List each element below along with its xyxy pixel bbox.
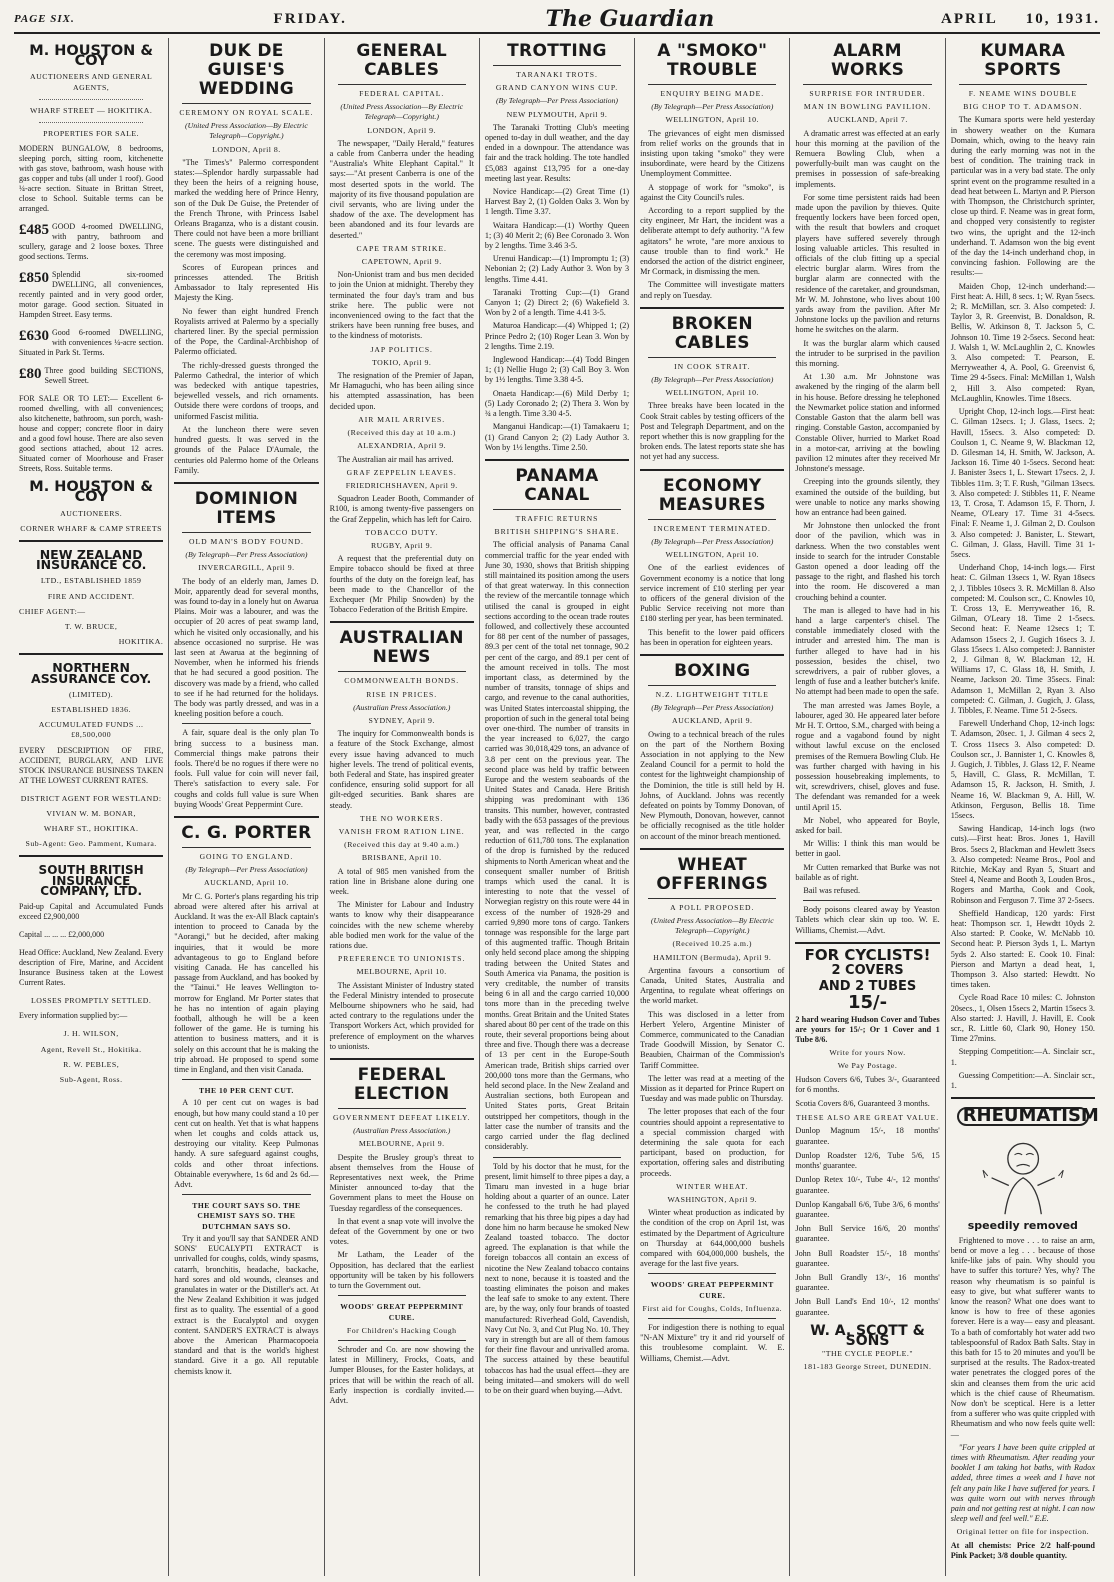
masthead-day-year: 10, 1931. xyxy=(1025,10,1100,27)
divider xyxy=(338,1108,466,1109)
column-5 xyxy=(635,38,790,1576)
advert-heading: WOODS' GREAT PEPPERMINT CURE. xyxy=(650,1280,774,1300)
paragraph: The newspaper, "Daily Herald," features a cable from Canberra under the heading "Australia's White Elephant Capital." It says:—"At present Canberra is one of the most deserted spots in the world. The majority of its five thousand population are civil servants, who are living under the shadow of the axe. The development has been abandoned and its four levards are deserted." xyxy=(329,138,474,240)
subheading: OLD MAN'S BODY FOUND. xyxy=(188,536,304,546)
dateline: WELLINGTON, April 10. xyxy=(665,550,760,560)
price: £485 xyxy=(19,222,49,239)
dateline: TOKIO, April 9. xyxy=(372,357,432,367)
divider xyxy=(648,1318,776,1319)
subheading: THESE ALSO ARE GREAT VALUE. xyxy=(795,1113,940,1123)
divider xyxy=(338,1295,466,1296)
masthead-date xyxy=(913,11,1100,28)
divider xyxy=(182,847,310,848)
race-result: Waitara Handicap:—(1) Worthy Queen 1; (3) 40 Merit 2; (6) Bee Coronado 3. Won by 2 lengths. Time 3.46 3-5. xyxy=(484,220,630,251)
headline-federal-election: FEDERAL ELECTION xyxy=(353,1065,450,1105)
south-british-info: Every information supplied by:— xyxy=(19,1011,128,1021)
subheading: F. NEAME WINS DOUBLE xyxy=(968,89,1077,98)
dateline: BRISBANE, April 10. xyxy=(361,853,442,863)
advert-sub: For Children's Hacking Cough xyxy=(346,1325,457,1335)
column-7 xyxy=(946,38,1100,1576)
subheading: VANISH FROM RATION LINE. xyxy=(338,826,465,836)
race-result: Novice Handicap:—(2) Great Time (1) Harvest Bay 2, (1) Golden Oaks 3. Won by 1 length. Time 3.37. xyxy=(484,187,630,217)
paragraph: The Committee will investigate matters and reply on Tuesday. xyxy=(640,280,785,300)
race-result: Taranaki Trotting Cup:—(1) Grand Canyon 1; (2) Direct 2; (6) Wakefield 3. Won by 2 of a length. Time 4.41 3-5. xyxy=(484,287,630,318)
dateline: FRIEDRICHSHAVEN, April 9. xyxy=(345,480,458,490)
ad-text: GOOD 4-roomed DWELLING, with pantry, bathroom and scullery, garage and 2 loose boxes. Three good sections. Terms. xyxy=(19,222,164,262)
subheading: FEDERAL CAPITAL. xyxy=(359,89,445,98)
column-2 xyxy=(169,38,324,1576)
houston-title-2: M. HOUSTON & COY xyxy=(29,479,153,506)
masthead xyxy=(14,6,1100,34)
properties-heading: PROPERTIES FOR SALE. xyxy=(43,129,140,139)
paragraph: Mr Johnstone then unlocked the front door of the pavilion, which was in darkness. When the two constables went inside to search for the intruder Constable Gaston opened a door leading off the passage to the right, and flashed his torch into the room. He discovered a man crouching behind a counter. xyxy=(795,521,940,602)
subheading: A POLL PROPOSED. xyxy=(670,902,755,912)
ad-dwelling-630 xyxy=(19,328,163,358)
price-item: John Bull Service 16/6, 20 months' guarantee. xyxy=(795,1224,940,1244)
divider xyxy=(640,654,784,656)
dateline: AUCKLAND, April 9. xyxy=(672,716,753,726)
headline-panama-canal: PANAMA CANAL xyxy=(515,465,599,505)
subheading: INCREMENT TERMINATED. xyxy=(653,523,771,533)
paragraph: The man arrested was James Boyle, a labourer, aged 30. He appeared later before Mr H. T. Orttoo, S.M., charged with being a rogue and a vagabond found by night without lawful excuse on the enclosed premises of the Remuera Bowling Club. He was further charged with having in his possession housebreaking implements, to wit, screwdrivers, chisel, gloves and fuse. The defendant was remanded for a week until April 15. xyxy=(795,700,940,812)
price-item: John Bull Land's End 10/-, 12 months' guarantee. xyxy=(795,1297,940,1317)
price-item: Hudson Covers 6/6, Tubes 3/-, Guaranteed for 6 months. xyxy=(795,1074,940,1094)
subheading: TOBACCO DUTY. xyxy=(365,527,439,537)
divider xyxy=(648,357,776,358)
column-1-adverts xyxy=(14,38,169,1576)
dateline: CAPETOWN, April 9. xyxy=(361,257,442,267)
subheading: CEREMONY ON ROYAL SCALE. xyxy=(179,108,314,117)
byline: (By Telegraph—Per Press Association) xyxy=(651,375,774,385)
received-note: (Received this day at 9.40 a.m.) xyxy=(344,840,460,850)
race-result: Onaeta Handicap:—(6) Mild Derby 1; (5) Lady Coronado 2; (2) Thera 3. Won by ¾ a length. Time 3.30 4-5. xyxy=(484,388,630,419)
northern-established: ESTABLISHED 1836. xyxy=(51,705,132,715)
divider xyxy=(174,816,318,818)
rheumatism-testimonial: "For years I have been quite crippled at times with Rheumatism. After reading your booklet I am taking hot baths, with Radox added, three times a week and I have not felt any pain like I have suffered for years. I was quite worn out with nerves through pain and not getting rest at night. I can now sleep well and feel well." E.E. xyxy=(950,1442,1095,1524)
paragraph: Winter wheat production as indicated by the condition of the crop on April 1st, was estimated by the Department of Agriculture on Thursday at 644,000,000 bushels compared with 604,000,000 bushels, the average for the last five years. xyxy=(640,1208,785,1269)
paragraph: Argentina favours a consortium of Canada, United States, Australia and Argentina, to regulate wheat offerings on the world market. xyxy=(640,965,785,1006)
price-item: Dunlop Kangaball 6/6, Tube 3/6, 6 months' guarantee. xyxy=(795,1199,940,1219)
dateline: HAMILTON (Bermuda), April 9. xyxy=(653,952,772,962)
ad-bungalow: MODERN BUNGALOW, 8 bedrooms, sleeping porch, sitting room, kitchenette with gas stove, bathroom, wash house with gas copper and tubs (all under 1 roof). Good ¼-acre section. Situate in Brittan Street, close to School. Suitable terms can be arranged. xyxy=(19,144,164,214)
headline-cg-porter: C. G. PORTER xyxy=(181,822,312,843)
subheading: THE NO WORKERS. xyxy=(359,813,444,823)
scott-sons-title: W. A. SCOTT & SONS xyxy=(810,1322,925,1349)
advert-sub: First aid for Coughs, Colds, Influenza. xyxy=(642,1303,782,1313)
results: Upright Chop, 12-inch logs.—First heat: C. Gilman 12secs. 1; J. Glass, 1secs. 2; Havill, 15secs. 3. Also competed: D. Coulson 1, C. Neame 9, W. Blackman 12, D. Gilesman 14, H. Smith, W. Jackson, A. Jackson 16. Time 40 1-5secs. Second heat: J. Banister 3secs 1, L. Stewart 17secs. 2, J. Tibbles 11m. 3; T. F. Rush, "Gilman 13secs. 3. Also competed: J. Stibbles 11, F. Neame 13, T. Crosa, T. Adamson 15, F. Thorn, J. Neame, O'Leary 17. Time 31 4-5secs. Final: F. Neame 1, J. Gilman 2, D. Coulson 3. Also competed: J. Banister, L. Stewart, C. Gilman, J. Glass, Havill. Time 31 1-5secs. xyxy=(950,407,1095,559)
divider xyxy=(803,84,931,85)
subheading: BIG CHOP TO T. ADAMSON. xyxy=(963,102,1083,112)
paragraph: For some time persistent raids had been made upon the pavilion by thieves. Quite frequently lockers have been forced open, with the result that bowlers and croquet players have suffered severely through losing valuable articles. This resulted in officials of the club fitting up a special electric burglar alarm. Wires from the burglar alarm are connected with the residence of the caretaker, and groundsman, Mr W. M. Johnstone, who lives about 100 yards away from the pavilion. After Mr Johnstone locks up the pavilion and returns home he switches on the alarm. xyxy=(795,192,940,335)
paragraph: Creeping into the grounds silently, they examined the outside of the building, but were unable to notice any marks showing how an entrance had been gained. xyxy=(795,477,940,517)
paragraph: A request that the preferential duty on Empire tobacco should be fixed at three fourths of the duty on the foreign leaf, has been made to the Chancellor of the Exchequer (Mr Philip Snowden) by the Tobacco Federation of the British Empire. xyxy=(329,554,474,615)
divider xyxy=(182,723,310,724)
price-item: Dunlop Magnum 15/-, 18 months' guarantee. xyxy=(795,1126,940,1146)
cyclists-advert xyxy=(795,945,939,1014)
advert-text: Body poisons cleared away by Yeaston Tablets which clear skin up too. W. E. Williams, Chemist.—Advt. xyxy=(795,905,940,935)
subheading: GRAF ZEPPELIN LEAVES. xyxy=(346,467,457,477)
advert-text: Try it and you'll say that SANDER AND SONS' EUCALYPTI EXTRACT is unrivalled for coughs, colds, windy spasms, catarrh, bronchitis, headache, backache, hard sores and old wounds, cleanses and granulates in water or the Distiller's act. At the New Zealand Exhibition it was judged first as to quality. The essential of a good extract is the Eucalyptol and oxygen content. SANDER'S EXTRACT is always above the American Pharmacopoeia standard and that is the world's highest standard. Give it a go. All reputable chemists know it. xyxy=(174,1233,319,1376)
paragraph: Mr Nobel, who appeared for Boyle, asked for bail. xyxy=(795,815,940,836)
advert-heading: THE COURT SAYS SO. THE CHEMIST SAYS SO. THE DUTCHMAN SAYS SO. xyxy=(192,1201,301,1231)
divider xyxy=(338,1340,466,1341)
paragraph: No fewer than eight hundred French Royalists arrived at Palermo by a specially chartered liner. By the special permission of the Pope, the Cardinal-Archbishop of Palermo officiated. xyxy=(174,306,319,357)
advert-heading: THE 10 PER CENT CUT. xyxy=(199,1086,294,1096)
south-british-capital: Capital ... ... ... £2,000,000 xyxy=(19,930,105,940)
houston-sub: AUCTIONEERS. xyxy=(60,508,123,518)
nz-insurance-established: LTD., ESTABLISHED 1859 xyxy=(40,576,142,586)
nz-insurance-title: NEW ZEALAND INSURANCE CO. xyxy=(35,547,147,573)
paragraph: The Kumara sports were held yesterday in showery weather on the Kumara Domain, which, owing to the heavy rain during the early morning was not in the best of condition. The training track in particular was in a very bad state. The only sprint event on the programme resulted in a dead heat between L. Martyn and P. Pierson with Thompson, the Christchurch sprinter, close up third. F. Neame was in great form, and chopped very consistently to register two wins, the upright and the 12-inch underhand. T. Adamson won the big event of the day the 14-inch underhand chop, in convincing fashion. Following are the results:— xyxy=(950,115,1095,278)
price-item: Dunlop Retex 10/-, Tube 4/-, 12 months' guarantee. xyxy=(795,1175,940,1195)
nz-insurance-town: HOKITIKA. xyxy=(118,637,164,647)
paragraph: "The Times's" Palermo correspondent states:—Splendor hardly surpassable had they been the heirs of a reigning house, marked the wedding here of Prince Henry, son of the Duk De Guise, the Pretender of the French Throne, with Princess Isabel Orleans Braganza, who is a distant cousin. There could not have been a more brilliant scene. The guests were distinguished and the ceremony was most imposing. xyxy=(174,157,319,259)
subheading: RISE IN PRICES. xyxy=(366,689,438,699)
subheading: TRAFFIC RETURNS xyxy=(515,513,599,523)
rheumatism-price: At all chemists: Price 2/2 half-pound Pink Packet; 3/8 double quantity. xyxy=(950,1540,1095,1560)
price: £80 xyxy=(19,366,42,383)
south-british-subagent: R. W. PEBLES, xyxy=(63,1059,120,1069)
ad-text: Good 6-roomed DWELLING, with conveniences ¼-acre section. Situated in Park St. Terms. xyxy=(19,328,164,358)
divider xyxy=(640,307,784,309)
dateline: LONDON, April 9. xyxy=(367,125,437,135)
divider xyxy=(493,65,621,66)
paragraph: A total of 985 men vanished from the ration line in Brisbane alone during one week. xyxy=(329,866,474,896)
race-result: Maturoa Handicap:—(4) Whipped 1; (2) Prince Pedro 2; (10) Roger Lean 3. Won by 2 lengths. Time 2.19. xyxy=(484,321,630,351)
dateline: LONDON, April 8. xyxy=(212,144,281,154)
subheading: CAPE TRAM STRIKE. xyxy=(356,243,447,253)
ad-dwelling-850 xyxy=(19,270,163,320)
results: Cycle Road Race 10 miles: C. Johnston 20secs., 1, Olsen 15secs 2, Martin 15secs 3. Also started: J. Havill, J. Havill, E. Cook scr., R. Little 60, Clark 90, Honey 150. Time 27mins. xyxy=(950,993,1095,1044)
cyclists-tubes: AND 2 TUBES xyxy=(818,979,917,995)
paragraph: The Minister for Labour and Industry wants to know why their disappearance coincides with the new scheme whereby able bodied men work for the value of the rations due. xyxy=(329,900,474,951)
paragraph: According to a report supplied by the city engineer, Mr Hart, the incident was a deliberate attempt to defy authority. "A few agitators" he wrote, "are more anxious to cause trouble than to find work." He endorsed the action of the district engineer, Mr Cormack, in dismissing the men. xyxy=(640,206,785,277)
divider xyxy=(493,1157,621,1158)
divider xyxy=(959,84,1087,85)
subheading: WINTER WHEAT. xyxy=(676,1181,749,1191)
paragraph: Squadron Leader Booth, Commander of R100, is among twenty-five passengers on the Graf Zeppelin, which has left for Cairo. xyxy=(329,494,474,524)
paragraph: The letter proposes that each of the four countries should appoint a representative to a special commission charged with determining the sale quota for each participant, based on production, for exportation, offering sales and distributing proceeds. xyxy=(640,1107,785,1178)
northern-address: WHARF ST., HOKITIKA. xyxy=(43,824,139,834)
headline-australian-news: AUSTRALIAN NEWS xyxy=(339,628,464,668)
paragraph: The Australian air mail has arrived. xyxy=(337,454,454,464)
cyclists-price: 15/- xyxy=(848,992,888,1014)
scott-sons-address: 181-183 George Street, DUNEDIN. xyxy=(803,1362,932,1372)
ad-text: Splendid six-roomed DWELLING, all conveniences, recently painted and in very good order, motor garage. Good section. Situated in Hampden Street. Easy terms. xyxy=(19,270,164,320)
headline-duk-de-guise: DUK DE GUISE'S WEDDING xyxy=(198,41,295,99)
subheading: TARANAKI TROTS. xyxy=(516,70,598,79)
divider xyxy=(648,84,776,85)
paragraph: A dramatic arrest was effected at an early hour this morning at the pavilion of the Remuera Bowling Club, when a powerfully-built man was caught on the premises in possession of safe-breaking implements. xyxy=(795,128,940,189)
divider xyxy=(39,122,143,123)
results: Underhand Chop, 14-inch logs.— First heat: C. Gilman 13secs 1, W. Ryan 18secs 2, J. Tibbles 10secs 3. R. McMillan 8. Also competed: M. Coulson scr., C. Knowles 10, T. Cross 13, E. Merryweather 16, R. Gilman, O'Leary 18. Time 2 1-5secs. Second heat: F. Neame 12secs 1; T. Adamson 15secs 2, J. Gugich 16secs 3. J. Glass 15secs 1. Also competed: J. Bannister 2, J. Gilman 8, W. Blackman 12, H. Williams 17, C. Glass 18, H. Smith, J. Neame, Jackson 20. Time 35secs. Final: Adamson 1, McMillan 2, Ryan 3. Also competed: C. Gilman, J. Gugich, J. Glass, J. Tibbles, F. Neame. Time 51 2-5secs. xyxy=(950,563,1095,715)
byline: (Australian Press Association.) xyxy=(353,1126,451,1136)
headline-broken-cables: BROKEN CABLES xyxy=(671,313,753,353)
paragraph: The man is alleged to have had in his hand a large carpenter's chisel. The constable immediately closed with the intruder and arrested him. The man is further alleged to have had in his possession, besides the chisel, two screwdrivers, a pair of rubber gloves, a length of fuse and a leather butcher's knife. No attempt had been made to open the safe. xyxy=(795,605,940,697)
paragraph: Three breaks have been located in the Cook Strait cables by testing officers of the Post and Telegraph Department, and on the report whether this is now grappling for the broken ends. The latest reports state she has not yet had any success. xyxy=(640,401,785,462)
dateline: INVERCARGILL, April 9. xyxy=(198,563,295,573)
paragraph: Despite the Brusley group's threat to absent themselves from the House of Representatives next week, the Prime Minister announced to-day that the Government plans to meet the House on Tuesday regardless of the consequences. xyxy=(329,1152,474,1213)
northern-subagent: Sub-Agent: Geo. Pamment, Kumara. xyxy=(25,839,157,849)
dateline: WELLINGTON, April 10. xyxy=(665,115,760,125)
divider xyxy=(330,1058,474,1060)
headline-boxing: BOXING xyxy=(674,660,751,681)
cyclists-postage: We Pay Postage. xyxy=(837,1061,898,1071)
paragraph: Owing to a technical breach of the rules on the part of the Northern Boxing Association in not applying to the New Zealand Council for a permit to hold the contest for the lightweight championship of the Dominion, the title is still held by H. Johns, of Auckland. Johns was recently defeated on points by Tommy Donovan, of New Plymouth, Donovan, however, cannot be officially recognised as the title holder on account of the minor breach mentioned. xyxy=(640,729,785,841)
masthead-month: APRIL xyxy=(941,10,998,27)
paragraph: The resignation of the Premier of Japan, Mr Hamaguchi, who has been ailing since his attempted assassination, has been decided upon. xyxy=(329,371,474,411)
rheumatism-subtitle: speedily removed xyxy=(967,1218,1078,1232)
subheading: PREFERENCE TO UNIONISTS. xyxy=(338,954,466,964)
price-item: John Bull Roadster 15/-, 18 months' guarantee. xyxy=(795,1248,940,1268)
paragraph: The richly-dressed guests thronged the Palermo Cathedral, the interior of which was bedecked with antique tapestries, bejewelled vessels, and rich ornaments. Outside there were cordons of troops, and uniformed Fascist militia. xyxy=(174,360,319,421)
results: Guessing Competition:—A. Sinclair scr., 1. xyxy=(950,1070,1095,1091)
divider xyxy=(648,519,776,520)
cyclists-write: Write for yours Now. xyxy=(829,1048,906,1058)
price-item: Dunlop Roadster 12/6, Tube 5/6, 15 months' guarantee. xyxy=(795,1150,940,1171)
divider xyxy=(803,900,931,901)
advert-verse: A fair, square deal is the only plan To bring success to a business man. Commercial things make patrons their fools. There'd be no rogues if there were no fools. Full value for coin will never fail, There's satisfaction to every sale. For coughs and colds full value is sure When buying Woods' Great Peppermint Cure. xyxy=(174,728,319,809)
byline: (By Telegraph—Per Press Association) xyxy=(185,865,308,875)
paragraph: The body of an elderly man, James D. Moir, apparently dead for several months, was found to-day in a lonely hut on Awarua Plains. Moir was a labourer, and was the occupier of 20 acres of peat swamp land, which he visited only occasionally, and his absence occasioned no surprise. He was last seen at Awarua at the beginning of November, when he informed his friends that he had secured a good position. The discovery was made by a friend, who called to see if he had returned for the holidays. The body was partly dressed, and was in a kneeling position before a couch. xyxy=(174,576,319,719)
headline-dominion-items: DOMINION ITEMS xyxy=(194,488,299,528)
newspaper-title: The Guardian xyxy=(545,6,715,32)
nz-insurance-agent-label: CHIEF AGENT:— xyxy=(19,606,86,616)
headline-alarm-works: ALARM WORKS xyxy=(830,41,905,80)
byline: (Australian Press Association.) xyxy=(353,702,451,712)
subheading: GRAND CANYON WINS CUP. xyxy=(495,83,619,93)
nz-insurance-agent: T. W. BRUCE, xyxy=(64,622,118,632)
paragraph: Non-Unionist tram and bus men decided to join the Union at midnight. Thereby they terminated the four day's tram and bus strike here. The public were not inconvenienced owing to the fact that the strikers have been running free buses, and to the kindness of motorists. xyxy=(329,270,474,341)
page-number: PAGE SIX. xyxy=(14,13,75,25)
headline-general-cables: GENERAL CABLES xyxy=(356,41,447,80)
dateline: RUGBY, April 9. xyxy=(370,540,433,550)
northern-funds: ACCUMULATED FUNDS ... £8,500,000 xyxy=(38,720,144,740)
rheumatism-note: Original letter on file for inspection. xyxy=(956,1527,1090,1537)
column-3 xyxy=(325,38,480,1576)
dateline: SYDNEY, April 9. xyxy=(368,715,435,725)
headline-economy-measures: ECONOMY MEASURES xyxy=(658,475,766,515)
byline: (United Press Association—By Electric Telegraph—Copyright.) xyxy=(650,915,774,936)
cyclists-heading: FOR CYCLISTS! xyxy=(804,945,931,964)
advert-heading: WOODS' GREAT PEPPERMINT CURE. xyxy=(340,1302,464,1322)
paragraph: Mr Willis: I think this man would be better in gaol. xyxy=(795,839,940,859)
paragraph: A stoppage of work for "smoko", is against the City Council's rules. xyxy=(640,182,785,202)
divider xyxy=(485,459,629,461)
divider xyxy=(19,540,163,542)
houston-address: CORNER WHARF & CAMP STREETS xyxy=(20,523,163,533)
byline: (By Telegraph—Per Press Association) xyxy=(185,550,308,560)
race-result: Manganui Handicap:—(1) Tamakaeru 1; (1) Grand Canyon 2; (2) Lady Author 3. Won by 1½ lengths. Time 2.50. xyxy=(484,422,630,452)
subheading: COMMONWEALTH BONDS. xyxy=(344,676,460,686)
divider xyxy=(182,103,310,104)
dateline: ALEXANDRIA, April 9. xyxy=(357,441,447,451)
results: Sawing Handicap, 14-inch logs (two cuts).—First heat: Bros. Jones 1, Havill Bros. 5secs 2, Blackman and Hewlett 3secs 3. Also competed: Neame Bros., Pool and Ritchie, McKay and Ryan 5, Stuart and Steel 4, Neame and Booth 3, Louden Bros., Rogers and Martha, Cook and Cook, Robinson and Ferguson 7. Time 37 2-5secs. xyxy=(950,824,1095,905)
advert-text: Told by his doctor that he must, for the present, limit himself to three pipes a day, a Timaru man invested in a huge briar holding about a quarter of an ounce. Later he confessed to the truth he had played remarking that his three big pipes a day had done him no harm because he smoked New Zealand toasted tobacco. The doctor agreed. The explanation is that while the foreign tobaccos all contain an excess of nicotine the New Zealand tobacco contains next to none, because it is toasted and the toasting eliminates the poison and makes the leaf safe to smoke to any extent. There are, by the way, only four brands of toasted manufactured: Riverhead Gold, Cavendish, Navy Cut No. 3, and Cut Plug No. 10. They vary in strength but are all of them famous for their fine flavour and unrivalled aroma. The success attained by these beautiful tobaccos has had the usual effect—they are being imitated—and smokers will do well to be on their guard when buying.—Advt. xyxy=(484,1161,630,1395)
ad-dwelling-485 xyxy=(19,222,163,262)
byline: (By Telegraph—Per Press Association) xyxy=(651,703,774,713)
paragraph: Mr Cutten remarked that Burke was not bailable as of right. xyxy=(795,862,940,882)
byline: (By Telegraph—Per Press Association) xyxy=(495,96,619,106)
divider xyxy=(39,99,143,100)
subheading: N.Z. LIGHTWEIGHT TITLE xyxy=(655,689,769,699)
headline-smoko-trouble: A "SMOKO" TROUBLE xyxy=(657,41,768,80)
paragraph: The inquiry for Commonwealth bonds is a feature of the Stock Exchange, almost every issue having advanced to much higher levels. The trend of political events, both Federal and State, has inspired greater confidence, ensuring solid support for all gilt-edged securities. Bank shares are steady. xyxy=(329,729,474,810)
subheading: JAP POLITICS. xyxy=(370,344,433,354)
ad-for-sale-to-let: FOR SALE OR TO LET:— Excellent 6-roomed dwelling, with all conveniences; also kitchenette, bathroom, sun porch, wash-house and copper; concrete floor in dairy and a good fowl house. There are also seven good sections attached, about 12 acres. Situated corner of Moorhouse and Fraser Streets, Ross. Suitable terms. xyxy=(19,394,164,474)
page-columns xyxy=(14,38,1100,1576)
scott-sons-tagline: "THE CYCLE PEOPLE." xyxy=(822,1349,914,1359)
subheading: MAN IN BOWLING PAVILION. xyxy=(803,102,932,112)
byline: (United Press Association—By Electric Telegraph—Copyright.) xyxy=(340,102,464,122)
rheumatism-text: Frightened to move . . . to raise an arm, bend or move a leg . . . because of those knife-like jabs of pain. Why should you have to suffer this torture? Yes, why? The reason why rheumatism is so painful is easy to give, but what sufferer wants to know the reason? What one does want to know is how to free of these agonies forever. Here is a way— easy and pleasant. To a bath of comfortably hot water add two tablespoonsful of Radox Bath Salts. Stay in this bath for 15 to 20 minutes and you'll be surprised at the results. The Radox-treated water penetrates the clogged pores of the skin and cleanses them from the uric acid which is the chief cause of Rheumatism. Now don't be sceptical. Here is a letter from a sufferer who was quite crippled with Rheumatism and who now feels quite well:— xyxy=(950,1235,1095,1439)
race-result: Inglewood Handicap:—(4) Todd Bingen 1; (1) Nellie Hugo 2; (3) Call Boy 3. Won by 1½ lengths. Time 3.38 4-5. xyxy=(484,355,630,385)
divider xyxy=(795,942,939,944)
subheading: SURPRISE FOR INTRUDER. xyxy=(809,89,926,98)
nz-insurance-line: FIRE AND ACCIDENT. xyxy=(47,591,135,601)
paragraph: At 1.30 a.m. Mr Johnstone was awakened by the ringing of the alarm bell in his house. Before dressing he telephoned the Newmarket police station and informed Constable Gaston that the alarm bell was ringing. Constable Gaston, accompanied by Constable Oliver, hurried to Market Road in a motor-car, arriving at the bowling pavilion 12 minutes after they received Mr Johnstone's message. xyxy=(795,372,940,474)
divider xyxy=(182,532,310,533)
paragraph: The official analysis of Panama Canal commercial traffic for the year ended with June 30, 1930, shows that British shipping still maintained its position among the users of that great waterway. In this connection the review of the mercantile tonnage which utilised the canal is grouped in eight sections according to the ocean trade routes followed, and collectively these accounted for 88 per cent of the number of passages, 89.3 per cent of the total net tonnage, 90.2 per cent of the cargo, and 89.1 per cent of the amount received in tolls. The most important class, as determined by the number of transits, tonnage of ships and cargo, and revenue to the canal authorities, was United States intercoastal shipping, the proportion of such in the general total being over one-third. The number of transits in the year increased to 6,027, the cargo carried was 30,018,429 tons, an advance of 3.8 per cent on the previous year. The second place was held by traffic between Europe and the western seaboards of the United States and Canada. Here British shipping was predominant with 136 transits. This number, however, contrasted badly with the 653 passages of the previous year, and was reflected in the cargo reduction of 611,780 tons. The explanation of the drop is furnished by the reduced shipments to North American wheat and the consequent smaller number of British tramps which used the canal. It is interesting to note that the vessel of Norwegian registry on this route were 44 in excess of the number of 1928-29 and carried 9,890 more tons of cargo. Tankers tonnage was responsible for the large part of this augmented traffic. Though Britain only held second place among the shipping trading between the United States and South America via Panama, the position is very creditable, the number of transits being 6 in all and the cargo carried 10,000 tons more than in the preceding twelve months. Great Britain and the United States shared about 80 per cent of the trade on this route, their several proportions being about three and five. Though there was a decrease of 13 per cent in the Europe-South American trade, British ships carried over 200,000 tons more than the Germans, who held second place. In the New Zealand and Australian sections, both European and United States ports, Great Britain outstripped her competitors, though in the latter case the number of transits and the cargo carried under the flag declined considerably. xyxy=(484,540,630,1152)
paragraph: This benefit to the lower paid officers has been in operation for eighteen years. xyxy=(640,627,785,647)
subheading: ENQUIRY BEING MADE. xyxy=(660,89,765,98)
price: £630 xyxy=(19,328,49,345)
northern-description: EVERY DESCRIPTION OF FIRE, ACCIDENT, BURGLARY, AND LIVE STOCK INSURANCE BUSINESS TAKEN AT THE LOWEST CURRENT RATES. xyxy=(19,745,164,785)
divider xyxy=(493,509,621,510)
dateline: AUCKLAND, April 7. xyxy=(827,115,908,125)
rheumatism-illustration xyxy=(961,1130,1085,1218)
divider xyxy=(330,621,474,623)
divider xyxy=(951,1097,1095,1099)
paragraph: In that event a snap vote will involve the defeat of the Government by one or two votes. xyxy=(329,1216,474,1247)
paragraph: Mr C. G. Porter's plans regarding his trip abroad were altered after his arrival at Auckland. It was the ex-All Black captain's intention to proceed to Canada by the "Aorangi," but he decided, after making inquiries, that it would be more advantageous to go to England before visiting Canada. He has cancelled his passage from Auckland, and has booked by the "Tainui." He leaves Wellington to-morrow for England. Mr Porter states that he has no intention of again playing football, although he will be a keen follower of the game. He is turning his attention to business matters, and it is solely on this account that he is making the trip abroad. He proposed to spend some time in England, and then visit Canada. xyxy=(174,891,319,1075)
northern-agent-label: DISTRICT AGENT FOR WESTLAND: xyxy=(20,793,162,803)
results: Farewell Underhand Chop, 12-inch logs: T. Adamson, 20sec. 1, J. Gilman 4 secs 2, T. Cross 11secs 3. Also competed: D. Coulson scr., J. Bannister 1, C. Knowles 8, J. Gugich, J. Tibbles, J. Glass 12, F. Neame 5, Havill, C. Glass, R. McMillan, T. Adamson 15, R. Jackson, H. Smith, J. Neame 16, W. Blackman 9, A. Hill, W. Atkinson, Ferguson, Bellis 18. Time 15secs. xyxy=(950,719,1095,821)
results: Sheffield Handicap, 120 yards: First heat: Thompson scr. 1, Hewdtt 10yds 2. Also started: P. Cooke, W. McNabb 10. Second heat: P. Pierson 3yds 1, L. Martyn 5yds 2. Also started: E. Cook 10. Final: Pierson and Martyn a dead heat, 1, Thompson 3. Also started: Hewdtt. No times taken. xyxy=(950,908,1095,990)
south-british-office: Head Office: Auckland, New Zealand. Every description of Fire, Marine, and Accident Insurance Business taken at the Lowest Current Rates. xyxy=(19,948,164,988)
northern-assurance-title: NORTHERN ASSURANCE COY. xyxy=(31,660,152,686)
dateline: MELBOURNE, April 10. xyxy=(356,967,447,977)
paragraph: Scores of European princes and princesses attended. The British Ambassador to Italy represented His Majesty the King. xyxy=(174,262,319,303)
dateline: WELLINGTON, April 10. xyxy=(665,388,760,398)
northern-limited: (LIMITED). xyxy=(69,689,114,699)
paragraph: One of the earliest evidences of Government economy is a notice that long service increment of £10 sterling per year to officers of the general division of the Public Service receiving not more than £180 sterling per year, has been terminated. xyxy=(640,563,785,624)
south-british-title: SOUTH BRITISH INSURANCE COMPANY, LTD. xyxy=(38,863,144,898)
divider xyxy=(338,671,466,672)
south-british-subagent-town: Sub-Agent, Ross. xyxy=(59,1074,123,1084)
headline-kumara-sports: KUMARA SPORTS xyxy=(980,41,1066,80)
advert-text: Schroder and Co. are now showing the latest in Millinery, Frocks, Coats, and Jumper Blouses, for the Easter holidays, at prices that will be within the reach of all. Early inspection is cordially invited.—Advt. xyxy=(329,1344,474,1405)
received-note: (Received this day at 10 a.m.) xyxy=(347,428,456,438)
dateline: NEW PLYMOUTH, April 9. xyxy=(506,109,608,119)
paragraph: Mr Latham, the Leader of the Opposition, has declared that the earliest opportunity will be taken by his followers to turn the Government out. xyxy=(329,1250,474,1291)
paragraph: The grievances of eight men dismissed from relief works on the grounds that in insisting upon taking "smoko" they were insubordinate, were heard by the Citizens Unemployment Committee. xyxy=(640,128,785,179)
subheading: IN COOK STRAIT. xyxy=(674,361,751,371)
column-4 xyxy=(480,38,635,1576)
houston-title: M. HOUSTON & COY xyxy=(29,43,153,70)
divider xyxy=(648,685,776,686)
price-item: John Bull Grandly 13/-, 16 months' guarantee. xyxy=(795,1272,940,1293)
advert-text: A 10 per cent cut on wages is bad enough, but how many could stand a 10 per cent cut on health. Yet that is what happens when let coughs and colds attack us, destroying our vitality. Keep Pulmonas handy. A sure safeguard against coughs, colds and other throat infections. Obtainable everywhere, 1s 6d and 2s 6d.—Advt. xyxy=(174,1098,319,1190)
divider xyxy=(182,1079,310,1080)
subheading: GOVERNMENT DEFEAT LIKELY. xyxy=(332,1113,471,1123)
ad-text: Three good building SECTIONS, Sewell Street. xyxy=(44,366,164,386)
results: Maiden Chop, 12-inch underhand:— First heat: A. Hill, 8 secs. 1; W. Ryan 5secs. 2; R. McMillan, scr. 3. Also competed: J. Taylor 3, R. Greenvist, B. Donaldson, R. Bellis, W. Atkinson 8, T. Jackson 5, C. Johnson 10. Time 19 2-5secs. Second heat: J. Walsh 1, W. McLaughlin 2, C. Knowles 3. Also competed: T. Pearson, E. Merryweather 4, A. Pool, G. Greenvist 6, Time 29 4-5secs. Final: McMillan 1, Walsh 2, Hill 3. Also competed: Ryan, McLaughlin, Knowles. Time 18secs. xyxy=(950,281,1095,403)
houston-sub: AUCTIONEERS AND GENERAL AGENTS, xyxy=(29,72,153,92)
results: Stepping Competition:—A. Sinclair scr., 1. xyxy=(950,1047,1095,1067)
subheading: GOING TO ENGLAND. xyxy=(199,851,294,861)
paragraph: At the luncheon there were seven hundred guests. It was served in the grounds of the Palace D'Aumale, the centuries old Palermo home of the Orleans Family. xyxy=(174,424,319,475)
paragraph: The letter was read at a meeting of the Mission as it departed for Prince Rupert on Tuesday and was made public on Thursday. xyxy=(640,1073,785,1104)
rheumatism-title: RHEUMATISM xyxy=(957,1107,1089,1125)
price-item: Scotia Covers 8/6, Guaranteed 3 months. xyxy=(795,1099,930,1109)
dateline: WASHINGTON, April 9. xyxy=(667,1195,758,1205)
dateline: MELBOURNE, April 9. xyxy=(358,1139,445,1149)
race-result: Urenui Handicap:—(1) Impromptu 1; (3) Nebonian 2; (2) Lady Author 3. Won by 3 lengths. Time 4.41. xyxy=(484,254,630,284)
paragraph: The Taranaki Trotting Club's meeting opened to-day in dull weather, and the day ended in a downpour. The attendance was fair and the track holding. The tote handled £5,083 against £13,795 for a one-day meeting last year. Results: xyxy=(484,122,630,183)
advert-text: For indigestion there is nothing to equal "N-AN Mixture" try it and rid yourself of this troublesome complaint. W. E. Williams, Chemist.—Advt. xyxy=(640,1323,785,1363)
divider xyxy=(338,84,466,85)
northern-agent: VIVIAN W. M. BONAR, xyxy=(46,808,136,818)
cyclists-offer: 2 hard wearing Hudson Cover and Tubes are yours for 15/-; Or 1 Cover and 1 Tube 8/6. xyxy=(795,1014,940,1045)
headline-wheat-offerings: WHEAT OFFERINGS xyxy=(656,854,769,894)
subheading: AIR MAIL ARRIVES. xyxy=(358,414,446,424)
south-british-funds: Paid-up Capital and Accumulated Funds exceed £2,900,000 xyxy=(19,902,164,922)
divider xyxy=(174,482,318,484)
divider xyxy=(648,1273,776,1274)
ad-sections-80 xyxy=(19,366,163,386)
divider xyxy=(640,848,784,850)
paragraph: It was the burglar alarm which caused the intruder to be surprised in the pavilion this morning. xyxy=(795,338,940,369)
south-british-agent: J. H. WILSON, xyxy=(63,1029,119,1039)
price: £850 xyxy=(19,270,49,287)
houston-address: WHARF STREET — HOKITIKA. xyxy=(29,105,153,115)
tyre-price-list xyxy=(795,1075,939,1110)
paragraph: Bail was refused. xyxy=(803,886,861,896)
divider xyxy=(640,469,784,471)
cyclists-covers: 2 COVERS xyxy=(831,963,904,979)
column-6 xyxy=(790,38,945,1576)
paragraph: This was disclosed in a letter from Herbert Yelero, Argentine Minister of Commerce, communicated to the Canadian Trade Goodwill Mission, by Senator C. Beaubien, Chairman of the Commission's Tariff Committee. xyxy=(640,1009,785,1070)
paragraph: The Assistant Minister of Industry stated the Federal Ministry intended to prosecute Melbourne shipowners who he said, had acted contrary to the regulations under the Transport Workers Act, which provided for preference of employment on the wharves to unionists. xyxy=(329,980,474,1051)
byline: (By Telegraph—Per Press Association) xyxy=(651,102,774,112)
divider xyxy=(182,1194,310,1195)
byline: (By Telegraph—Per Press Association) xyxy=(651,536,774,546)
received-note: (Received 10.25 a.m.) xyxy=(672,939,753,949)
tyre-price-list-2 xyxy=(795,1126,939,1317)
byline: (United Press Association—By Electric Telegraph—Copyright.) xyxy=(185,121,308,141)
south-british-agent-address: Agent, Revell St., Hokitika. xyxy=(40,1044,142,1054)
dateline: AUCKLAND, April 10. xyxy=(203,878,289,888)
headline-trotting: TROTTING xyxy=(507,41,607,61)
subheading: BRITISH SHIPPING'S SHARE. xyxy=(494,527,620,537)
masthead-day: FRIDAY. xyxy=(273,10,347,27)
divider xyxy=(648,898,776,899)
divider xyxy=(19,855,163,857)
south-british-losses: LOSSES PROMPTLY SETTLED. xyxy=(30,996,152,1006)
divider xyxy=(19,653,163,655)
